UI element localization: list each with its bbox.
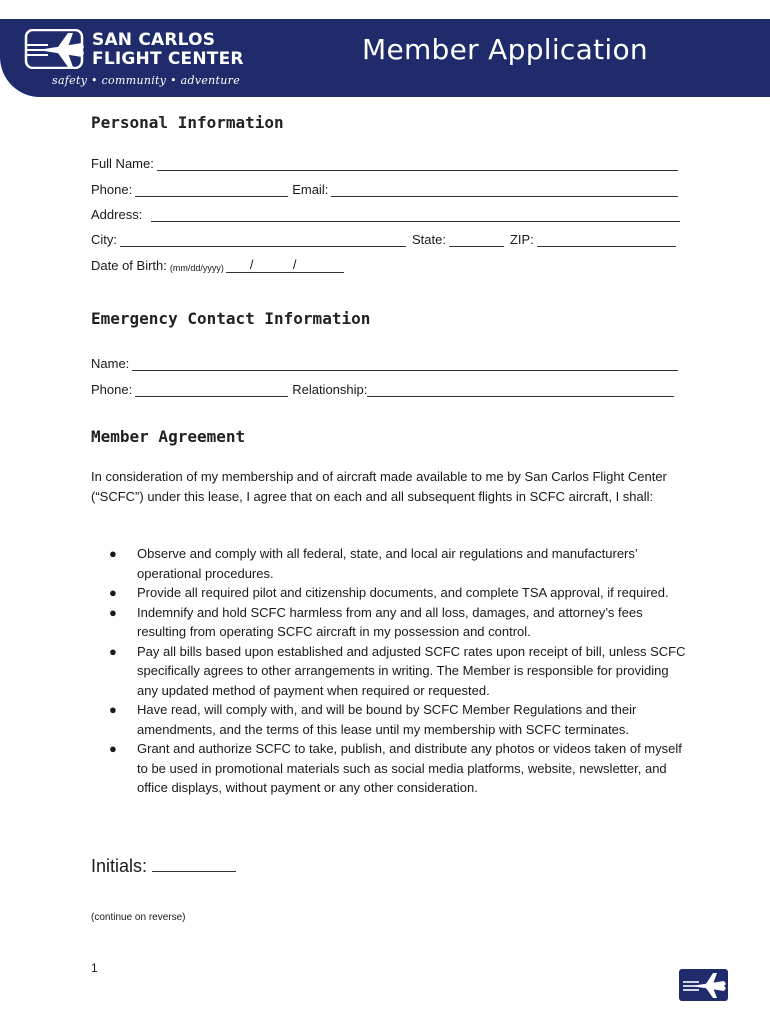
city-field[interactable] <box>120 232 406 247</box>
emergency-phone-row <box>91 379 674 397</box>
dob-separator-1: / <box>249 257 254 272</box>
bullet-icon: ● <box>109 604 117 620</box>
city-label: City: <box>91 232 117 247</box>
address-field[interactable] <box>151 207 680 222</box>
list-item <box>109 642 691 701</box>
list-item-text: Have read, will comply with, and will be bound by SCFC Member Regulations and their amendments, and the terms of this lease until my membership with SCFC terminates. <box>137 702 637 737</box>
member-agreement-heading: Member Agreement <box>91 427 246 446</box>
agreement-list <box>109 544 691 798</box>
brand-line-1: SAN CARLOS <box>92 30 216 50</box>
state-field[interactable] <box>449 232 504 247</box>
phone-email-row <box>91 179 678 197</box>
emergency-phone-field[interactable] <box>135 382 288 397</box>
agreement-intro: In consideration of my membership and of aircraft made available to me by San Carlos Flight Center (“SCFC”) under this lease, I agree that on each and all subsequent flights in SCFC aircraft, I shall: <box>91 469 667 504</box>
emergency-contact-heading: Emergency Contact Information <box>91 309 371 328</box>
list-item <box>109 583 691 603</box>
full-name-field[interactable] <box>157 156 678 171</box>
dob-field[interactable] <box>226 258 344 273</box>
document-title: Member Application <box>362 33 648 66</box>
page-number: 1 <box>91 961 98 975</box>
phone-label: Phone: <box>91 182 133 197</box>
initials-row <box>91 856 236 877</box>
continue-note: (continue on reverse) <box>91 912 186 923</box>
brand-line-2: FLIGHT CENTER <box>92 49 244 69</box>
list-item-text: Grant and authorize SCFC to take, publish, and distribute any photos or videos taken of myself to be used in promotional materials such as social media platforms, website, newsletter, and office displays, without payment or any other consideration. <box>137 741 682 795</box>
emergency-phone-label: Phone: <box>91 382 133 397</box>
bullet-icon: ● <box>109 585 117 600</box>
footer-logo <box>679 969 728 1001</box>
dob-label: Date of Birth: <box>91 258 167 273</box>
full-name-row <box>91 153 678 171</box>
bullet-icon: ● <box>109 741 117 756</box>
emergency-name-field[interactable] <box>132 356 678 371</box>
address-row <box>91 204 680 222</box>
bullet-icon: ● <box>109 643 117 659</box>
bullet-icon: ● <box>109 702 117 717</box>
list-item <box>109 603 691 642</box>
email-label: Email: <box>292 182 329 197</box>
initials-label: Initials: <box>91 856 148 876</box>
relationship-label: Relationship: <box>292 382 368 397</box>
relationship-field[interactable] <box>367 382 674 397</box>
footer-airplane-icon <box>679 969 728 1001</box>
list-item-text: Pay all bills based upon established and adjusted SCFC rates upon receipt of bill, unless SCFC specifically agrees to other arrangements in writing. The Member is responsible for providing any updated method of payment when required or requested. <box>137 643 686 698</box>
city-state-zip-row <box>91 229 676 247</box>
emergency-name-label: Name: <box>91 356 130 371</box>
airplane-logo-icon <box>24 29 86 69</box>
list-item <box>109 739 691 798</box>
full-name-label: Full Name: <box>91 156 154 171</box>
emergency-name-row <box>91 353 678 371</box>
list-item-text: Observe and comply with all federal, state, and local air regulations and manufacturers’ operational procedures. <box>137 546 638 581</box>
brand-tagline: safety • community • adventure <box>52 74 241 87</box>
header-banner <box>0 19 770 97</box>
dob-separator-2: / <box>292 257 297 272</box>
personal-info-heading: Personal Information <box>91 113 284 132</box>
dob-format-hint: (mm/dd/yyyy) <box>169 263 224 273</box>
email-field[interactable] <box>331 182 678 197</box>
list-item-text: Indemnify and hold SCFC harmless from any and all loss, damages, and attorney’s fees resulting from operating SCFC aircraft in my possession and control. <box>137 604 643 639</box>
initials-field[interactable] <box>152 856 236 872</box>
brand-name <box>92 31 244 69</box>
list-item <box>109 544 691 583</box>
dob-row <box>91 255 344 273</box>
state-label: State: <box>412 232 446 247</box>
bullet-icon: ● <box>109 546 117 561</box>
zip-label: ZIP: <box>509 232 534 247</box>
zip-field[interactable] <box>537 232 676 247</box>
phone-field[interactable] <box>135 182 288 197</box>
address-label: Address: <box>91 207 143 222</box>
list-item <box>109 700 691 739</box>
list-item-text: Provide all required pilot and citizenship documents, and complete TSA approval, if required. <box>137 585 669 600</box>
